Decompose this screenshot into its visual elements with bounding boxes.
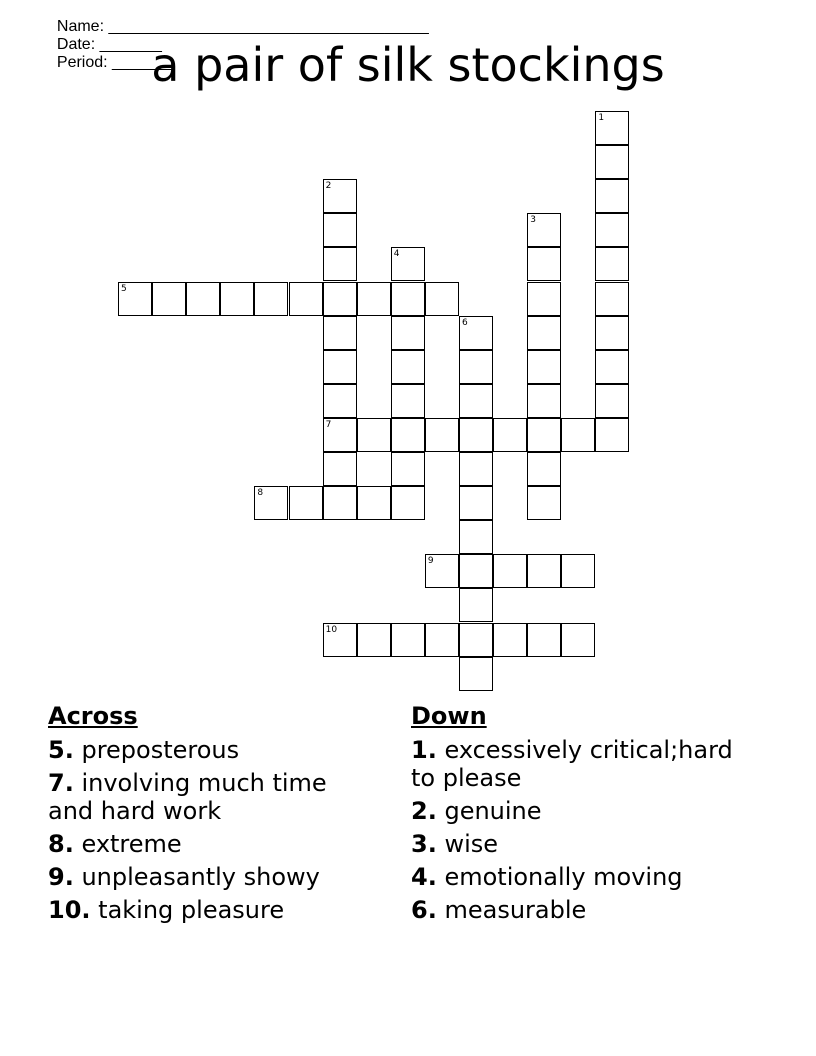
grid-cell[interactable] xyxy=(595,282,629,316)
grid-cell[interactable] xyxy=(527,282,561,316)
grid-cell[interactable] xyxy=(493,623,527,657)
grid-cell[interactable] xyxy=(527,623,561,657)
grid-cell[interactable] xyxy=(595,418,629,452)
clue-text: unpleasantly showy xyxy=(81,863,320,891)
grid-cell[interactable] xyxy=(459,623,493,657)
cell-number: 3 xyxy=(530,215,536,226)
grid-cell[interactable] xyxy=(357,418,391,452)
grid-cell[interactable] xyxy=(425,623,459,657)
period-field[interactable]: Period: _______ xyxy=(56,54,175,71)
clue-down-1 xyxy=(411,736,741,792)
grid-cell[interactable] xyxy=(391,384,425,418)
clue-across-7 xyxy=(48,769,378,825)
clue-text: excessively critical;hard to please xyxy=(411,736,733,792)
grid-cell[interactable] xyxy=(459,350,493,384)
clue-number: 10. xyxy=(48,896,91,924)
clue-down-3 xyxy=(411,830,741,858)
cell-number: 9 xyxy=(427,556,434,567)
grid-cell[interactable] xyxy=(527,350,561,384)
across-clues xyxy=(48,702,378,929)
grid-cell[interactable] xyxy=(595,316,629,350)
grid-cell[interactable] xyxy=(595,350,629,384)
grid-cell[interactable] xyxy=(425,418,459,452)
grid-cell[interactable] xyxy=(527,452,561,486)
grid-cell[interactable] xyxy=(323,213,357,247)
cell-number: 1 xyxy=(598,113,605,123)
grid-cell[interactable] xyxy=(527,213,561,247)
name-field[interactable]: Name: ____________________________________ xyxy=(56,18,429,35)
grid-cell[interactable] xyxy=(323,316,357,350)
grid-cell[interactable] xyxy=(527,418,561,452)
grid-cell[interactable] xyxy=(391,282,425,316)
grid-cell[interactable] xyxy=(323,418,357,452)
grid-cell[interactable] xyxy=(459,384,493,418)
grid-cell[interactable] xyxy=(459,316,493,350)
grid-cell[interactable] xyxy=(391,418,425,452)
grid-cell[interactable] xyxy=(357,282,391,316)
grid-cell[interactable] xyxy=(391,623,425,657)
clue-down-6 xyxy=(411,896,741,924)
grid-cell[interactable] xyxy=(459,418,493,452)
grid-cell[interactable] xyxy=(459,657,493,691)
grid-cell[interactable] xyxy=(595,247,629,281)
clue-number: 5. xyxy=(48,736,74,764)
grid-cell[interactable] xyxy=(220,282,254,316)
cell-number: 10 xyxy=(325,624,338,635)
across-heading: Across xyxy=(48,702,138,730)
grid-cell[interactable] xyxy=(527,316,561,350)
clue-number: 2. xyxy=(411,797,437,825)
grid-cell[interactable] xyxy=(323,623,357,657)
grid-cell[interactable] xyxy=(595,145,629,179)
grid-cell[interactable] xyxy=(459,588,493,622)
clue-across-5 xyxy=(48,736,378,764)
grid-cell[interactable] xyxy=(527,554,561,588)
clue-number: 8. xyxy=(48,830,74,858)
grid-cell[interactable] xyxy=(323,247,357,281)
cell-number: 8 xyxy=(257,488,264,499)
clue-number: 9. xyxy=(48,863,74,891)
grid-cell[interactable] xyxy=(289,486,323,520)
grid-cell[interactable] xyxy=(527,247,561,281)
cell-number: 5 xyxy=(121,283,127,294)
grid-cell[interactable] xyxy=(289,282,323,316)
clue-text: extreme xyxy=(81,830,182,858)
down-clues xyxy=(411,702,741,929)
date-field[interactable]: Date: _______ xyxy=(56,36,162,53)
grid-cell[interactable] xyxy=(561,418,595,452)
grid-cell[interactable] xyxy=(391,247,425,281)
grid-cell[interactable] xyxy=(118,282,152,316)
clue-number: 6. xyxy=(411,896,437,924)
clue-across-8 xyxy=(48,830,378,858)
grid-cell[interactable] xyxy=(391,452,425,486)
grid-cell[interactable] xyxy=(357,486,391,520)
grid-cell[interactable] xyxy=(323,179,357,213)
clue-text: involving much time and hard work xyxy=(48,769,327,825)
clue-text: emotionally moving xyxy=(444,863,683,891)
cell-number: 7 xyxy=(325,419,332,430)
grid-cell[interactable] xyxy=(527,384,561,418)
grid-cell[interactable] xyxy=(595,179,629,213)
grid-cell[interactable] xyxy=(391,350,425,384)
grid-cell[interactable] xyxy=(459,554,493,588)
clue-down-4 xyxy=(411,863,741,891)
clue-text: preposterous xyxy=(81,736,240,764)
cell-number: 2 xyxy=(325,181,332,192)
grid-cell[interactable] xyxy=(595,213,629,247)
grid-cell[interactable] xyxy=(493,554,527,588)
grid-cell[interactable] xyxy=(391,486,425,520)
clue-number: 7. xyxy=(48,769,74,797)
grid-cell[interactable] xyxy=(459,520,493,554)
down-heading: Down xyxy=(411,702,487,730)
clue-number: 1. xyxy=(411,736,437,764)
grid-cell[interactable] xyxy=(152,282,186,316)
grid-cell[interactable] xyxy=(595,111,629,145)
clue-text: genuine xyxy=(444,797,542,825)
clue-number: 3. xyxy=(411,830,437,858)
grid-cell[interactable] xyxy=(595,384,629,418)
clue-text: wise xyxy=(444,830,499,858)
clue-across-9 xyxy=(48,863,378,891)
grid-cell[interactable] xyxy=(391,316,425,350)
clue-text: taking pleasure xyxy=(98,896,285,924)
grid-cell[interactable] xyxy=(561,554,595,588)
grid-cell[interactable] xyxy=(493,418,527,452)
grid-cell[interactable] xyxy=(323,282,357,316)
cell-number: 4 xyxy=(393,249,400,260)
puzzle-title: a pair of silk stockings xyxy=(151,38,665,92)
grid-cell[interactable] xyxy=(425,282,459,316)
grid-cell[interactable] xyxy=(323,486,357,520)
grid-cell[interactable] xyxy=(425,554,459,588)
clue-across-10 xyxy=(48,896,378,924)
cell-number: 6 xyxy=(462,317,468,328)
grid-cell[interactable] xyxy=(459,486,493,520)
grid-cell[interactable] xyxy=(186,282,220,316)
grid-cell[interactable] xyxy=(561,623,595,657)
grid-cell[interactable] xyxy=(323,452,357,486)
grid-cell[interactable] xyxy=(357,623,391,657)
grid-cell[interactable] xyxy=(527,486,561,520)
grid-cell[interactable] xyxy=(323,384,357,418)
grid-cell[interactable] xyxy=(254,282,288,316)
grid-cell[interactable] xyxy=(254,486,288,520)
grid-cell[interactable] xyxy=(459,452,493,486)
clue-down-2 xyxy=(411,797,741,825)
grid-cell[interactable] xyxy=(323,350,357,384)
clue-number: 4. xyxy=(411,863,437,891)
clue-text: measurable xyxy=(444,896,587,924)
